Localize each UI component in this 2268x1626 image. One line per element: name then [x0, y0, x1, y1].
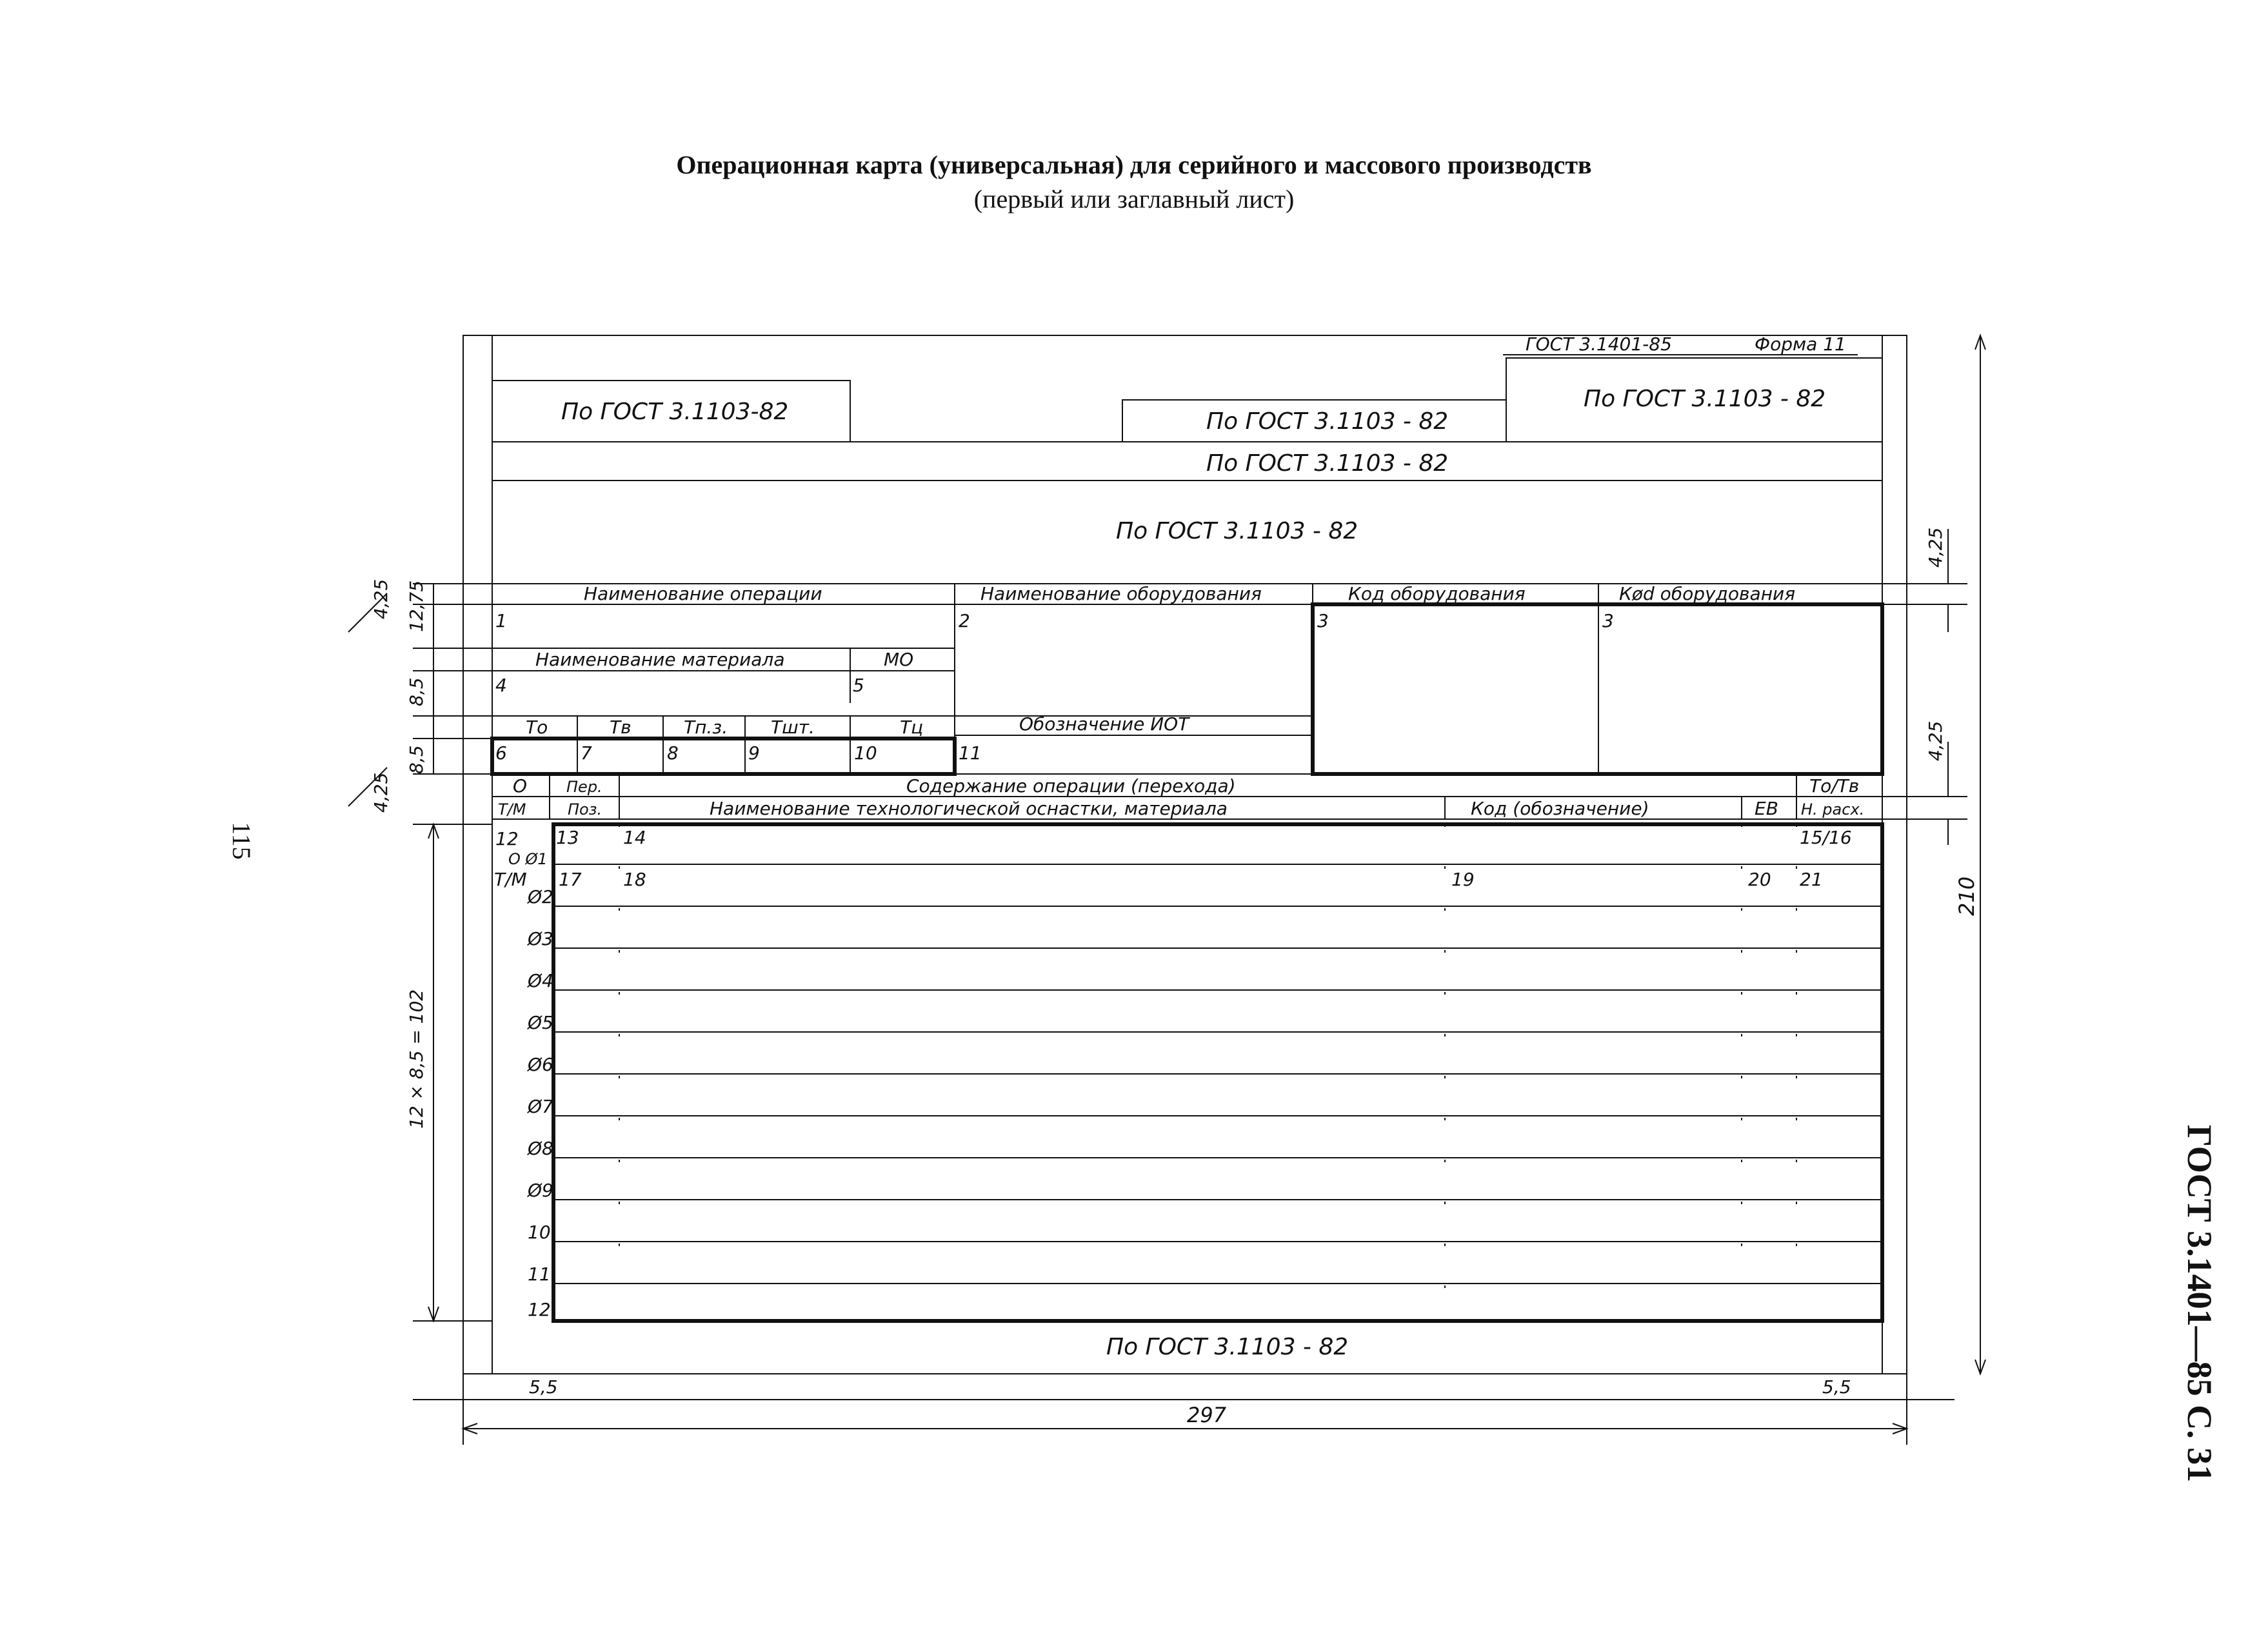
header-form: Форма 11 — [1755, 333, 1846, 355]
equipment-code-frame — [1313, 604, 1882, 774]
field-1: 1 — [495, 610, 507, 631]
dim-102: 12 × 8,5 = 102 — [406, 989, 427, 1129]
row-number-9: Ø9 — [528, 1180, 553, 1201]
label-o: О — [513, 775, 528, 797]
field-10: 10 — [854, 742, 877, 764]
label-tts: Тц — [900, 717, 924, 738]
label-ev: ЕВ — [1755, 798, 1778, 819]
ref-text-bottom: По ГОСТ 3.1103 - 82 — [1106, 1334, 1349, 1360]
field-3b: 3 — [1602, 610, 1614, 631]
dim-425b: 4,25 — [370, 772, 392, 813]
label-tsht: Тшт. — [771, 717, 815, 738]
dim-210: 210 — [1955, 876, 1979, 916]
field-4: 4 — [495, 675, 507, 696]
label-equipment-name: Наименование оборудования — [980, 583, 1262, 604]
field-19: 19 — [1451, 869, 1475, 890]
row-number-3: Ø3 — [528, 928, 553, 949]
label-tv: Тв — [610, 717, 632, 738]
label-poz: Поз. — [568, 800, 602, 818]
label-code-desig: Код (обозначение) — [1471, 798, 1649, 819]
sheet-frame — [463, 335, 1907, 1400]
ref-text-main: По ГОСТ 3.1103 - 82 — [1116, 518, 1358, 544]
ref-text-left: По ГОСТ 3.1103-82 — [561, 399, 789, 425]
row-number-5: Ø5 — [528, 1012, 553, 1033]
label-to: То — [526, 717, 548, 738]
ref-text-right: По ГОСТ 3.1103 - 82 — [1584, 386, 1826, 412]
dim-55-right: 5,5 — [1822, 1376, 1851, 1398]
field-2: 2 — [959, 610, 970, 631]
label-per: Пер. — [566, 778, 602, 796]
field-8: 8 — [667, 742, 679, 764]
row-number-12: 12 — [528, 1299, 551, 1320]
dim-1275: 12,75 — [406, 580, 427, 632]
dim-85b: 8,5 — [406, 745, 427, 774]
document-title: Операционная карта (универсальная) для серийного и массового производств — [676, 150, 1592, 179]
ref-text-row: По ГОСТ 3.1103 - 82 — [1206, 450, 1449, 477]
side-standard-label: ГОСТ 3.1401—85 С. 31 — [2180, 1124, 2219, 1483]
label-equipment-code: Код оборудования — [1348, 583, 1526, 604]
field-14: 14 — [623, 827, 646, 848]
document-subtitle: (первый или заглавный лист) — [973, 184, 1295, 213]
label-to-tv: То/Тв — [1809, 775, 1860, 797]
page-number: 115 — [226, 822, 256, 860]
row-number-2: Ø2 — [528, 886, 553, 907]
field-9: 9 — [748, 742, 760, 764]
row-number-8: Ø8 — [528, 1138, 553, 1159]
row-number-10: 10 — [528, 1222, 551, 1243]
field-20: 20 — [1748, 869, 1771, 890]
label-tpz: Тп.з. — [684, 717, 728, 738]
row-number-6: Ø6 — [528, 1054, 553, 1075]
operations-table-frame — [553, 824, 1882, 1321]
field-7: 7 — [581, 742, 592, 764]
header-gost: ГОСТ 3.1401-85 — [1526, 333, 1672, 355]
field-5: 5 — [853, 675, 864, 696]
row-number-11: 11 — [528, 1264, 551, 1285]
field-15: 15/16 — [1800, 827, 1852, 848]
row-number-4: Ø4 — [528, 970, 553, 991]
label-operation-name: Наименование операции — [584, 583, 822, 604]
field-21: 21 — [1800, 869, 1823, 890]
dim-85: 8,5 — [406, 677, 427, 706]
field-13: 13 — [556, 827, 579, 848]
label-iot: Обозначение ИОТ — [1019, 713, 1189, 735]
row-number-7: Ø7 — [528, 1096, 553, 1117]
dim-297: 297 — [1187, 1403, 1227, 1427]
field-17: 17 — [559, 869, 582, 890]
ref-text-center: По ГОСТ 3.1103 - 82 — [1206, 408, 1449, 435]
field-18: 18 — [623, 869, 646, 890]
label-equipment-code-2: Кød оборудования — [1619, 583, 1796, 604]
label-tm: Т/М — [498, 800, 526, 818]
dim-425: 4,25 — [370, 579, 392, 619]
dim-55-left: 5,5 — [529, 1376, 558, 1398]
label-material-name: Наименование материала — [535, 649, 785, 670]
row-marker-tm: Т/М — [494, 869, 527, 890]
label-content: Содержание операции (перехода) — [906, 775, 1236, 797]
time-values-frame — [492, 739, 955, 774]
dim-425-r2: 4,25 — [1925, 720, 1946, 761]
label-mo: МО — [884, 649, 914, 670]
field-6: 6 — [495, 742, 507, 764]
label-n-rash: Н. расх. — [1801, 800, 1865, 818]
field-12: 12 — [495, 828, 519, 849]
label-tooling: Наименование технологической оснастки, материала — [710, 798, 1228, 819]
field-3: 3 — [1317, 610, 1329, 631]
field-11: 11 — [959, 742, 982, 764]
dim-425-r: 4,25 — [1925, 527, 1946, 568]
row-marker-o1: О Ø1 — [508, 850, 548, 868]
